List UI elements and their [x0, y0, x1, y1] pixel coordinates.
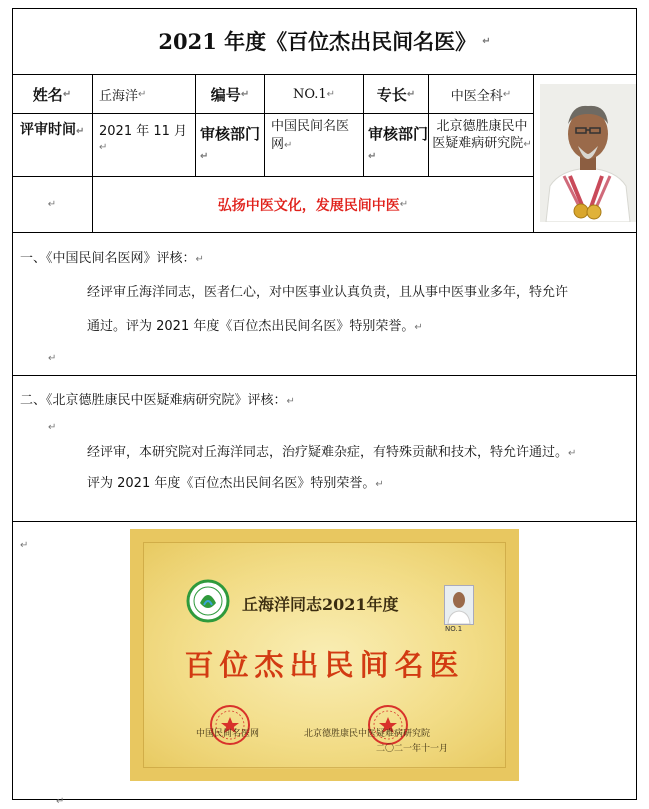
section-2-line-1: 经评审，本研究院对丘海洋同志，治疗疑难杂症，有特殊贡献和技术，特允许通过。↵ [87, 445, 577, 460]
table-line [12, 176, 534, 177]
paragraph-mark-icon: ↵ [99, 142, 108, 153]
specialty-label-cell [364, 75, 428, 113]
section-2-line-2: 评为 2021 年度《百位杰出民间名医》特别荣誉。↵ [87, 476, 384, 491]
slogan-cell [93, 177, 533, 232]
certificate-title: 百位杰出民间名医 [184, 648, 465, 682]
table-line [264, 75, 265, 176]
number-value-cell [265, 75, 363, 113]
review-dept1-label: 审核部门 [200, 125, 261, 143]
paragraph-mark-icon: ↵ [48, 422, 57, 433]
paragraph-mark-icon: ↵ [47, 199, 57, 210]
name-label-cell [12, 75, 92, 113]
review-dept1-value-cell [271, 118, 361, 174]
name-value-cell [93, 75, 195, 113]
certificate-org-right: 北京德胜康民中医疑难病研究院 [304, 729, 431, 739]
portrait-image [540, 84, 636, 222]
paragraph-mark-icon: ↵ [326, 88, 336, 100]
section-1 [12, 233, 637, 375]
paragraph-mark-icon: ↵ [62, 88, 72, 100]
certificate-panel [143, 542, 506, 768]
name-label: 姓名 [32, 85, 63, 104]
section-2-heading: 二、《北京德胜康民中医疑难病研究院》评核：↵ [20, 393, 295, 408]
section-1-heading: 一、《中国民间名医网》评核：↵ [20, 251, 204, 266]
paragraph-mark-icon: ↵ [20, 540, 29, 551]
table-line [533, 75, 534, 232]
section-2-paragraph [87, 438, 576, 500]
honor-certificate [130, 529, 519, 781]
certificate-photo-icon [444, 585, 474, 625]
paragraph-mark-icon: ↵ [138, 88, 147, 100]
paragraph-mark-icon: ↵ [286, 396, 295, 407]
section-2 [12, 376, 637, 521]
title-text: 2021 年度《百位杰出民间名医》 [158, 29, 477, 54]
review-dept1-label-cell [200, 124, 260, 174]
paragraph-mark-icon: ↵ [48, 353, 57, 364]
table-line [92, 75, 93, 232]
review-time-value: 2021 年 11 月 [99, 124, 188, 139]
section-1-paragraph [87, 276, 568, 345]
page-title [12, 8, 637, 75]
section-1-line-2: 通过。评为 2021 年度《百位杰出民间名医》特别荣誉。↵ [87, 319, 423, 334]
certificate-date: 二〇二一年十一月 [376, 744, 449, 754]
paragraph-mark-icon: ↵ [240, 88, 250, 100]
doctor-photo [540, 84, 636, 222]
review-dept2-value-cell [432, 118, 532, 174]
logo-icon [186, 579, 230, 623]
paragraph-mark-icon: ↵ [76, 126, 85, 137]
review-time-value-cell [93, 114, 195, 176]
paragraph-mark-icon: ↵ [482, 35, 491, 47]
paragraph-mark-icon: ↵ [200, 151, 209, 162]
paragraph-mark-icon: ↵ [284, 140, 293, 151]
left-seal-icon [208, 703, 252, 747]
paragraph-mark-icon: ↵ [375, 479, 384, 490]
paragraph-mark-icon: ↵ [56, 796, 65, 807]
table-line [195, 75, 196, 176]
specialty-value-cell [429, 75, 533, 113]
review-dept2-label-cell [368, 124, 428, 174]
review-time-label: 评审时间 [20, 122, 76, 138]
paragraph-mark-icon: ↵ [414, 322, 423, 333]
blank-cell [12, 177, 92, 232]
paragraph-mark-icon: ↵ [195, 254, 204, 265]
table-line [363, 75, 364, 176]
paragraph-mark-icon: ↵ [406, 88, 416, 100]
review-dept1-value: 中国民间名医网 [271, 119, 350, 152]
table-line [428, 75, 429, 176]
specialty-label: 专长 [376, 85, 407, 104]
paragraph-mark-icon: ↵ [368, 151, 377, 162]
certificate-org-left: 中国民间名医网 [196, 729, 260, 739]
review-time-label-cell [12, 114, 92, 176]
specialty-value: 中医全科 [450, 88, 503, 104]
section-divider [12, 521, 637, 522]
paragraph-mark-icon: ↵ [523, 139, 532, 150]
paragraph-mark-icon: ↵ [502, 88, 512, 100]
paragraph-mark-icon: ↵ [568, 448, 577, 459]
paragraph-mark-icon: ↵ [399, 199, 409, 210]
table-line [12, 113, 534, 114]
certificate-header: 丘海洋同志2021年度 [242, 595, 399, 614]
number-label: 编号 [210, 85, 241, 104]
name-value: 丘海洋 [99, 88, 139, 104]
slogan-text: 弘扬中医文化，发展民间中医 [217, 197, 400, 214]
review-dept2-label: 审核部门 [368, 125, 429, 143]
section-1-line-1: 经评审丘海洋同志，医者仁心，对中医事业认真负责，且从事中医事业多年，特允许 [87, 285, 569, 300]
number-value: NO.1 [292, 86, 327, 102]
number-label-cell [196, 75, 264, 113]
certificate-photo-label: NO.1 [445, 625, 463, 633]
review-dept2-value: 北京德胜康民中医疑难病研究院 [432, 119, 528, 151]
